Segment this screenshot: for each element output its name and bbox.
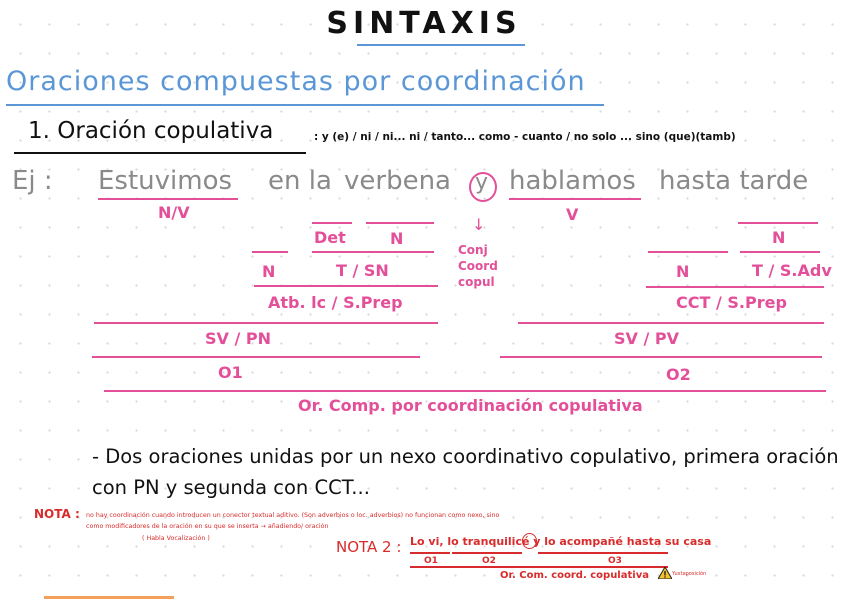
label-det: Det — [314, 228, 346, 247]
analysis-line — [646, 286, 824, 288]
label-sv-pn: SV / PN — [205, 329, 272, 348]
label-conj-line: Coord — [458, 259, 498, 273]
section-title: Oraciones compuestas por coordinación — [6, 66, 586, 97]
down-arrow-icon: ↓ — [472, 215, 486, 234]
nota1-text: no hay coordinación cuando introducen un conector textual aditivo. (Son adverbios o loc. adverbios) no funcionan como nexo, sino como modificadores de la oración en su que se inserta → añadiendo/ oración — [86, 512, 500, 530]
analysis-line — [509, 198, 641, 200]
nota1-label: NOTA : — [34, 507, 80, 521]
label-v: V — [566, 205, 579, 224]
label-n: N — [676, 262, 690, 281]
analysis-line — [366, 222, 434, 224]
example-word: en la — [268, 166, 332, 196]
nota2-o-label: O2 — [482, 556, 496, 566]
analysis-line — [94, 322, 438, 324]
label-conj-line: copul — [458, 275, 495, 289]
example-word: y — [475, 170, 489, 195]
label-sv-pv: SV / PV — [614, 329, 679, 348]
analysis-line — [98, 198, 238, 200]
nota1-paren: ( Habla Vocalización ) — [142, 535, 210, 542]
label-t-sn: T / SN — [336, 261, 389, 280]
label-n: N — [772, 228, 786, 247]
analysis-line — [500, 356, 822, 358]
analysis-line — [518, 322, 824, 324]
nota2-o-label: O1 — [424, 556, 438, 566]
example-word: Estuvimos — [98, 166, 233, 196]
analysis-line — [252, 251, 288, 253]
warning-icon — [658, 567, 672, 579]
label-o2: O2 — [666, 365, 691, 384]
analysis-line — [92, 356, 420, 358]
label-conj — [458, 242, 502, 290]
title-underline — [357, 44, 525, 46]
analysis-line — [312, 251, 434, 253]
analysis-line — [312, 222, 352, 224]
nota2-text: Lo vi, lo tranquilicé y lo acompañé hasta su casa — [410, 535, 712, 548]
analysis-line — [254, 285, 438, 287]
explanation-note: - Dos oraciones unidas por un nexo coordinativo copulativo, primera oración con PN y segunda con CCT... — [92, 445, 839, 499]
analysis-line — [104, 390, 826, 392]
nota2-conj-circle — [522, 533, 537, 549]
nota2-label: NOTA 2 : — [336, 538, 402, 556]
nota2-line — [538, 552, 668, 554]
subsection-title: 1. Oración copulativa — [28, 118, 274, 144]
nota2-line — [452, 552, 522, 554]
nota2-o-label: O3 — [608, 556, 622, 566]
label-atb: Atb. lc / S.Prep — [268, 293, 403, 312]
nota2-classification: Or. Com. coord. copulativa — [500, 570, 649, 581]
nexos-list: : y (e) / ni / ni... ni / tanto... como - cuanto / no solo ... sino (que)(tamb) — [314, 131, 736, 143]
example-word: verbena — [344, 166, 451, 196]
label-nv: N/V — [158, 203, 190, 222]
label-n: N — [390, 229, 404, 248]
label-or-comp: Or. Comp. por coordinación copulativa — [298, 396, 643, 415]
example-word: hablamos — [509, 166, 636, 196]
label-t-sadv: T / S.Adv — [752, 261, 832, 280]
label-o1: O1 — [218, 363, 243, 382]
example-word: hasta tarde — [659, 166, 809, 196]
analysis-line — [740, 251, 820, 253]
label-conj-line: Conj — [458, 243, 488, 257]
page-title: SINTAXIS — [326, 6, 522, 41]
label-n: N — [262, 262, 276, 281]
subsection-underline — [14, 152, 306, 154]
section-underline — [6, 104, 604, 106]
example-prefix: Ej : — [12, 166, 53, 196]
warning-text: Yuxtaposición — [672, 571, 707, 577]
analysis-line — [738, 222, 818, 224]
analysis-line — [648, 251, 728, 253]
nota2-line — [410, 552, 450, 554]
nota2-line — [410, 566, 668, 568]
label-cct: CCT / S.Prep — [676, 293, 787, 312]
